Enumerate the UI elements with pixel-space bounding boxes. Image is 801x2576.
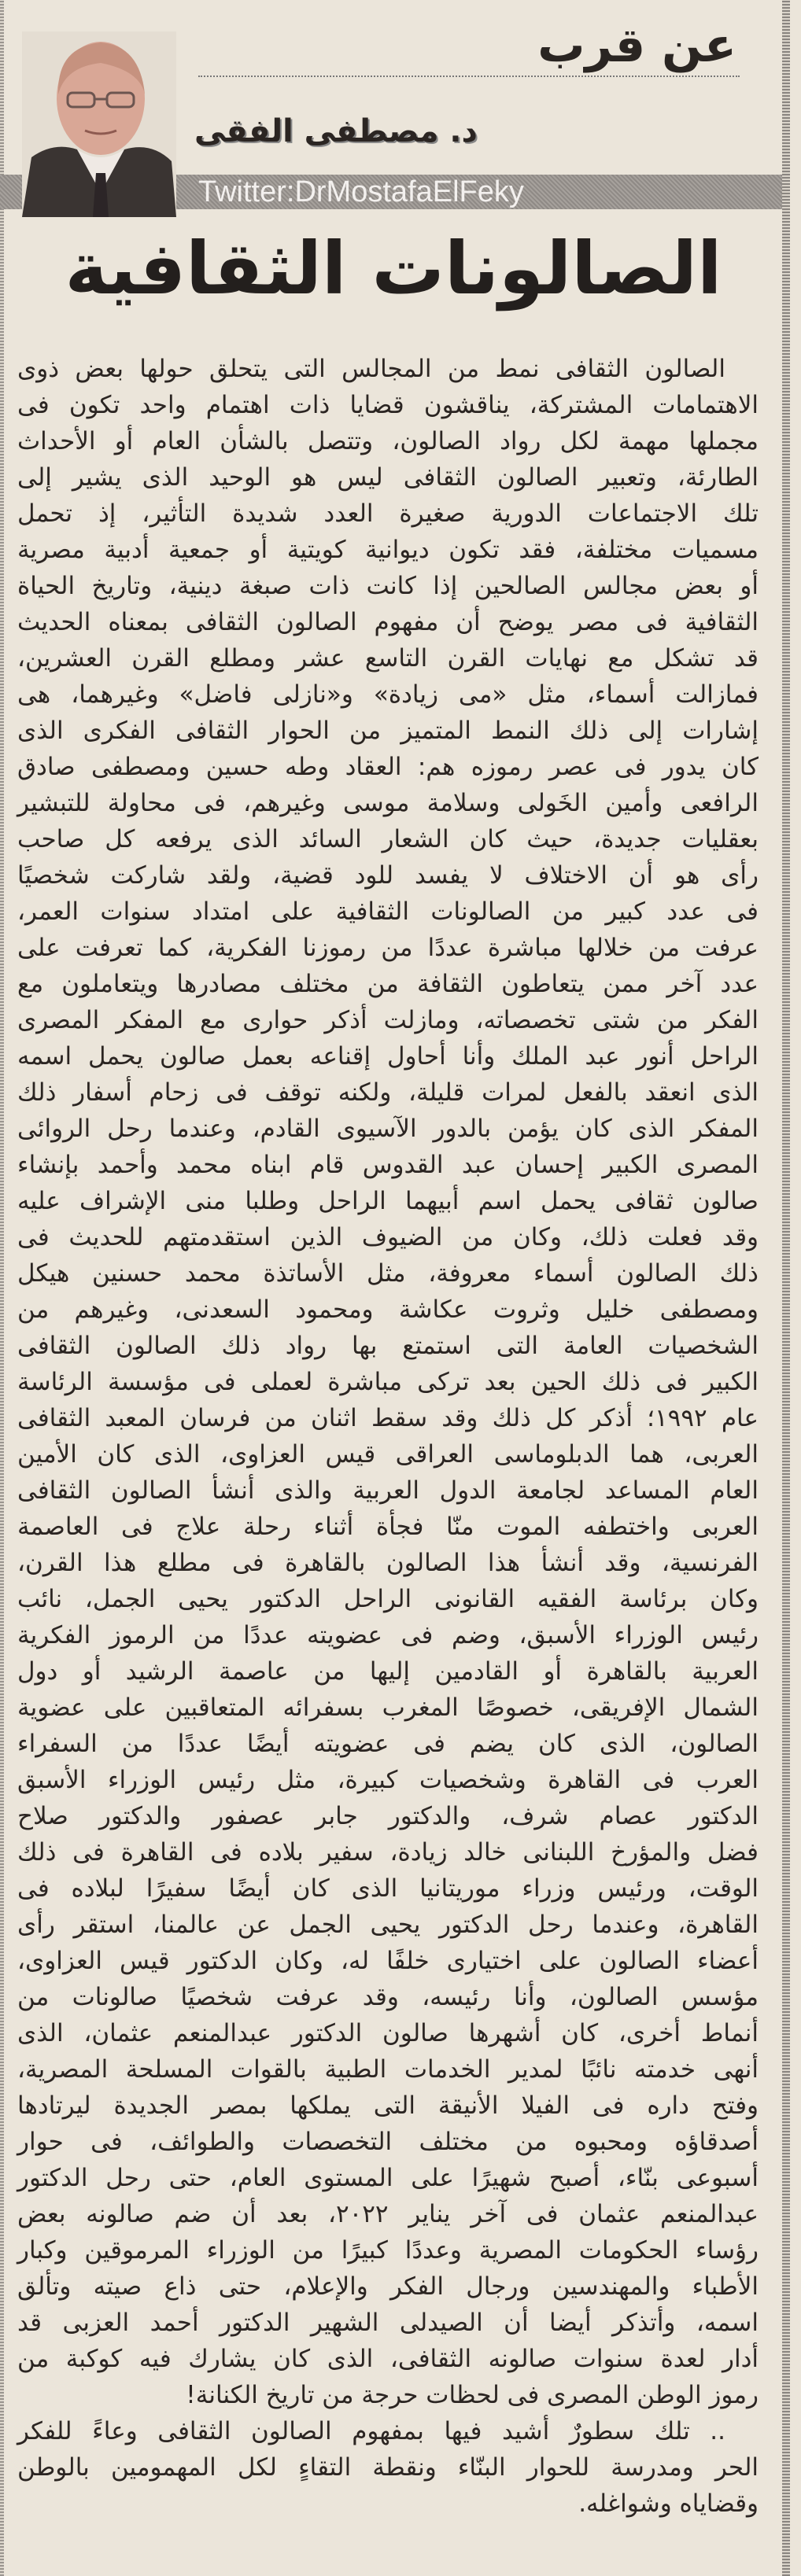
article-text-line: رؤساء الحكومات المصرية وعددًا كبيرًا من الوزراء المرموقين وكبار	[17, 2236, 759, 2265]
article-text-line: الرافعى وأمين الخَولى وسلامة موسى وغيرهم، فى محاولة للتبشير	[17, 789, 759, 817]
article-text-line: المصرى الكبير إحسان عبد القدوس قام ابناه محمد وأحمد بإنشاء	[17, 1151, 759, 1179]
article-text-line: أصدقاؤه ومحبوه من مختلف التخصصات والطوائف، فى حوار	[17, 2128, 759, 2156]
author-name: د. مصطفى الفقى	[194, 113, 478, 149]
article-text-line: الاهتمامات المشتركة، يناقشون قضايا ذات اهتمام واحد تكون فى	[17, 391, 759, 419]
article-text-line: أو بعض مجالس الصالحين إذا كانت ذات صبغة دينية، وتاريخ الحياة	[17, 572, 759, 600]
article-text-line: قد تشكل مع نهايات القرن التاسع عشر ومطلع القرن العشرين،	[17, 644, 759, 673]
article-text-line: القاهرة، وعندما رحل الدكتور يحيى الجمل عن عالمنا، استقر رأى	[17, 1911, 759, 1939]
article-text-line: العام المساعد لجامعة الدول العربية والذى أنشأ الصالون الثقافى	[17, 1476, 759, 1505]
article-text-line: الدكتور عصام شرف، والدكتور جابر عصفور والدكتور صلاح	[17, 1802, 759, 1830]
column-section-title: عن قرب	[537, 18, 736, 73]
article-text-line: رئيس الوزراء الأسبق، وضم فى عضويته عددًا من الرموز الفكرية	[17, 1621, 759, 1649]
article-text-line: العربى، هما الدبلوماسى العراقى قيس العزاوى، الذى كان الأمين	[17, 1440, 759, 1469]
article-text-line: عدد آخر ممن يتعاطون الثقافة من مختلف مصادرها ويتعاملون مع	[17, 970, 759, 998]
right-column-rule	[782, 0, 790, 2576]
article-text-line: ومصطفى خليل وثروت عكاشة ومحمود السعدنى، وغيرهم من	[17, 1295, 759, 1324]
dotted-divider	[198, 76, 740, 77]
article-text-line: الفرنسية، وقد أنشأ هذا الصالون بالقاهرة فى مطلع هذا القرن،	[17, 1549, 759, 1577]
article-paragraph	[17, 351, 759, 2413]
article-text-line: الوقت، ورئيس وزراء موريتانيا الذى كان أيضًا سفيرًا لبلاده فى	[17, 1874, 759, 1903]
article-text-line: تلك الاجتماعات الدورية صغيرة العدد شديدة التأثير، إذ تحمل	[17, 499, 759, 528]
article-text-line: إشارات إلى ذلك النمط المتميز من الحوار الثقافى الفكرى الذى	[17, 717, 759, 745]
article-text-line: .. تلك سطورٌ أشيد فيها بمفهوم الصالون الثقافى وعاءً للفكر	[17, 2417, 725, 2445]
article-text-line: العرب فى القاهرة وشخصيات كبيرة، مثل رئيس الوزراء الأسبق	[17, 1766, 759, 1794]
author-twitter-handle: Twitter:DrMostafaElFeky	[198, 175, 524, 208]
left-column-rule	[0, 0, 4, 2576]
article-text-line: المفكر الذى كان يؤمن بالدور الآسيوى القادم، وعندما رحل الروائى	[17, 1115, 759, 1143]
article-text-line: فى عدد كبير من الصالونات الثقافية على امتداد سنوات العمر،	[17, 897, 759, 926]
article-text-line: الشمال الإفريقى، خصوصًا المغرب بسفرائه المتعاقبين على عضوية	[17, 1693, 759, 1722]
article-text-line: وكان برئاسة الفقيه القانونى الراحل الدكتور يحيى الجمل، نائب	[17, 1585, 759, 1613]
article-text-line: وقضاياه وشواغله.	[578, 2489, 759, 2518]
article-text-line: الراحل أنور عبد الملك وأنا أحاول إقناعه بعمل صالون يحمل اسمه	[17, 1042, 759, 1071]
article-text-line: صالون ثقافى يحمل اسم أبيهما الراحل وطلبا منى الإشراف عليه	[17, 1187, 759, 1215]
article-text-line: مؤسس الصالون، وأنا رئيسه، وقد عرفت شخصيًا صالونات من	[17, 1983, 759, 2011]
article-text-line: رأى هو أن الاختلاف لا يفسد للود قضية، ولقد شاركت شخصيًا	[17, 861, 759, 890]
author-portrait-icon	[22, 31, 176, 217]
article-text-line: عرفت من خلالها مباشرة عددًا من رموزنا الفكرية، كما تعرفت على	[17, 934, 759, 962]
article-paragraph	[17, 2413, 759, 2522]
article-text-line: أسبوعى بنّاء، أصبح شهيرًا على المستوى العام، حتى رحل الدكتور	[17, 2164, 759, 2192]
article-text-line: أعضاء الصالون على اختيارى خلفًا له، وكان الدكتور قيس العزاوى،	[17, 1947, 759, 1975]
article-text-line: فمازالت أسماء، مثل «مى زيادة» و«نازلى فاضل» وغيرهما، هى	[17, 680, 759, 709]
article-text-line: وقد فعلت ذلك، وكان من الضيوف الذين استقدمتهم للحديث فى	[17, 1223, 759, 1251]
article-text-line: الذى انعقد بالفعل لمرات قليلة، ولكنه توقف فى زحام أسفار ذلك	[17, 1078, 759, 1107]
article-text-line: الكبير فى ذلك الحين بعد تركى مباشرة لعملى فى مؤسسة الرئاسة	[17, 1368, 759, 1396]
article-text-line: مجملها مهمة لكل رواد الصالون، وتتصل بالشأن العام أو الأحداث	[17, 427, 759, 455]
article-text-line: مسميات مختلفة، فقد تكون ديوانية كويتية أو جمعية أدبية مصرية	[17, 536, 759, 564]
article-text-line: الطارئة، وتعبير الصالون الثقافى ليس هو الوحيد الذى يشير إلى	[17, 463, 759, 492]
article-text-line: العربى واختطفه الموت منّا فجأة أثناء رحلة علاج فى العاصمة	[17, 1513, 759, 1541]
article-text-line: اسمه، وأتذكر أيضا أن الصيدلى الشهير الدكتور أحمد العزبى قد	[17, 2309, 759, 2337]
article-text-line: الصالون، الذى كان يضم فى عضويته أيضًا عددًا من السفراء	[17, 1730, 759, 1758]
article-text-line: الحر ومدرسة للحوار البنّاء ونقطة التقاءٍ لكل المهمومين بالوطن	[17, 2453, 759, 2482]
article-text-line: عام ١٩٩٢؛ أذكر كل ذلك وقد سقط اثنان من فرسان المعبد الثقافى	[17, 1404, 759, 1432]
article-headline: الصالونات الثقافية	[65, 227, 722, 311]
article-text-line: فضل والمؤرخ اللبنانى خالد زيادة، سفير بلاده فى القاهرة فى ذلك	[17, 1838, 759, 1867]
article-text-line: كان يدور فى عصر رموزه هم: العقاد وطه حسين ومصطفى صادق	[17, 753, 759, 781]
article-headline-box	[8, 222, 779, 316]
article-text-line: أنهى خدمته نائبًا لمدير الخدمات الطبية بالقوات المسلحة المصرية،	[17, 2055, 759, 2084]
article-text-line: عبدالمنعم عثمان فى آخر يناير ٢٠٢٢، بعد أن ضم صالونه بعض	[17, 2200, 759, 2228]
author-name-box	[194, 112, 480, 151]
article-text-line: أنماط أخرى، كان أشهرها صالون الدكتور عبدالمنعم عثمان، الذى	[17, 2019, 759, 2047]
article-text-line: الصالون الثقافى نمط من المجالس التى يتحلق حولها بعض ذوى	[17, 355, 725, 383]
author-twitter-box	[198, 175, 592, 209]
article-text-line: الشخصيات العامة التى استمتع بها رواد ذلك الصالون الثقافى	[17, 1332, 759, 1360]
article-text-line: أدار لعدة سنوات صالونه الثقافى، الذى كان يشارك فيه كوكبة من	[17, 2345, 759, 2373]
article-text-line: بعقليات جديدة، حيث كان الشعار السائد الذى يرفعه كل صاحب	[17, 825, 759, 853]
article-text-line: العربية بالقاهرة أو القادمين إليها من عاصمة الرشيد أو دول	[17, 1657, 759, 1686]
article-text-line: ذلك الصالون أسماء معروفة، مثل الأساتذة محمد حسنين هيكل	[17, 1259, 759, 1288]
article-text-line: الثقافية فى مصر يوضح أن مفهوم الصالون الثقافى بمعناه الحديث	[17, 608, 759, 636]
article-text-line: رموز الوطن المصرى فى لحظات حرجة من تاريخ الكنانة!	[186, 2381, 759, 2409]
article-text-line: الفكر من شتى تخصصاته، ومازلت أذكر حوارى مع المفكر المصرى	[17, 1006, 759, 1034]
article-text-line: وفتح داره فى الفيلا الأنيقة التى يملكها بمصر الجديدة ليرتادها	[17, 2091, 759, 2120]
article-body	[17, 351, 759, 2522]
article-text-line: الأطباء والمهندسين ورجال الفكر والإعلام، حتى ذاع صيته وتألق	[17, 2272, 759, 2301]
